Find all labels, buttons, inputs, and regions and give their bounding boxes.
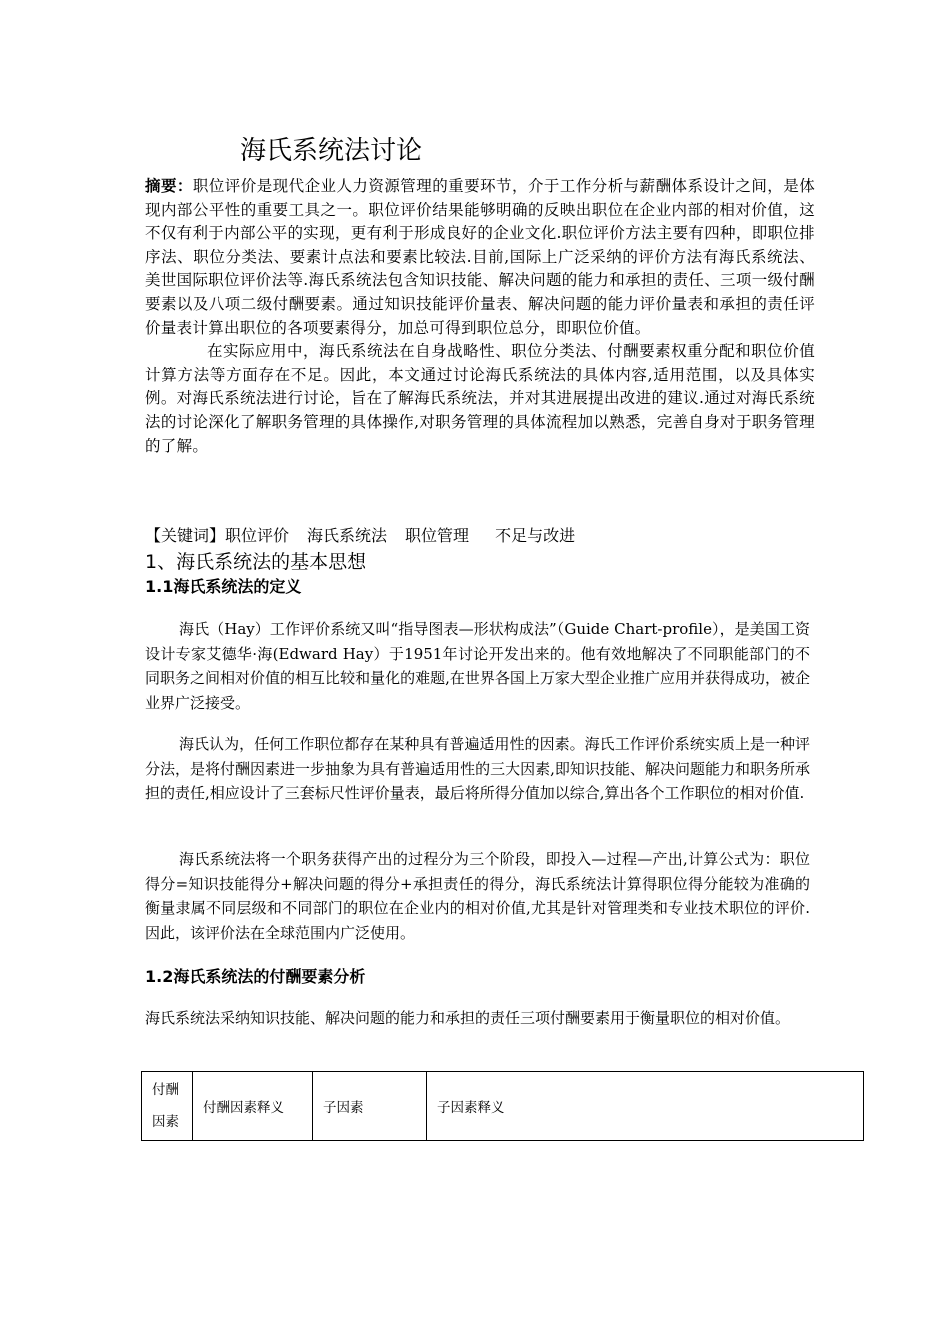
- abstract-text-1: 职位评价是现代企业人力资源管理的重要环节，介于工作分析与薪酬体系设计之间，是体现内部公平性的重要工具之一。职位评价结果能够明确的反映出职位在企业内部的相对价值，这不仅有利于内部公平的实现，更有利于形成良好的企业文化.职位评价方法主要有四种，即职位排序法、职位分类法、要素计点法和要素比较法.目前,国际上广泛采纳的评价方法有海氏系统法、美世国际职位评价法等.海氏系统法包含知识技能、解决问题的能力和承担的责任、三项一级付酬要素以及八项二级付酬要素。通过知识技能评价量表、解决问题的能力评价量表和承担的责任评价量表计算出职位的各项要素得分，加总可得到职位总分，即职位价值。: [145, 177, 816, 337]
- abstract-paragraph-2: 在实际应用中，海氏系统法在自身战略性、职位分类法、付酬要素权重分配和职位价值计算方法等方面存在不足。因此，本文通过讨论海氏系统法的具体内容,适用范围，以及具体实例。对海氏系统法进行讨论，旨在了解海氏系统法，并对其进展提出改进的建议.通过对海氏系统法的讨论深化了解职务管理的具体操作,对职务管理的具体流程加以熟悉，完善自身对于职务管理的了解。: [145, 342, 815, 455]
- abstract-label: 摘要：: [145, 177, 193, 195]
- body-paragraph: 海氏系统法将一个职务获得产出的过程分为三个阶段，即投入—过程—产出,计算公式为：职位得分=知识技能得分+解决问题的得分+承担责任的得分，海氏系统法计算得职位得分能较为准确的衡量隶属不同层级和不同部门的职位在企业内的相对价值,尤其是针对管理类和专业技术职位的评价.因此，该评价法在全球范围内广泛使用。: [145, 850, 810, 942]
- keywords-label: 【关键词】: [145, 526, 226, 545]
- abstract: [145, 175, 815, 458]
- subsection-heading: 1.1海氏系统法的定义: [145, 577, 302, 596]
- body-paragraph: 海氏系统法采纳知识技能、解决问题的能力和承担的责任三项付酬要素用于衡量职位的相对价值。: [145, 1009, 791, 1027]
- table-header-cell: 付酬因素: [142, 1072, 193, 1141]
- keywords-line: [145, 523, 575, 546]
- body-paragraph: 海氏认为，任何工作职位都存在某种具有普遍适用性的因素。海氏工作评价系统实质上是一种评分法，是将付酬因素进一步抽象为具有普遍适用性的三大因素,即知识技能、解决问题能力和职务所承担的责任,相应设计了三套标尺性评价量表，最后将所得分值加以综合,算出各个工作职位的相对价值.: [145, 735, 810, 802]
- keyword-item: 职位评价: [225, 526, 290, 545]
- table-header-row: [142, 1072, 864, 1141]
- table-header-cell: 子因素释义: [427, 1072, 864, 1141]
- document-title: 海氏系统法讨论: [240, 136, 423, 166]
- pay-factor-table: [141, 1071, 864, 1141]
- keyword-item: 海氏系统法: [307, 526, 388, 545]
- subsection-heading: 1.2海氏系统法的付酬要素分析: [145, 967, 366, 986]
- table-header-cell: 子因素: [313, 1072, 427, 1141]
- body-paragraph: 海氏（Hay）工作评价系统又叫“指导图表—形状构成法”（Guide Chart-profile），是美国工资设计专家艾德华·海(Edward Hay）于1951年讨论开发出来的。他有效地解决了不同职能部门的不同职务之间相对价值的相互比较和量化的难题,在世界各国上万家大型企业推广应用并获得成功，被企业界广泛接受。: [145, 620, 810, 712]
- abstract-paragraph-1: [145, 175, 815, 340]
- keyword-item: 不足与改进: [495, 526, 576, 545]
- keyword-item: 职位管理: [405, 526, 470, 545]
- table-header-cell: 付酬因素释义: [193, 1072, 313, 1141]
- section-heading: 1、海氏系统法的基本思想: [145, 551, 367, 573]
